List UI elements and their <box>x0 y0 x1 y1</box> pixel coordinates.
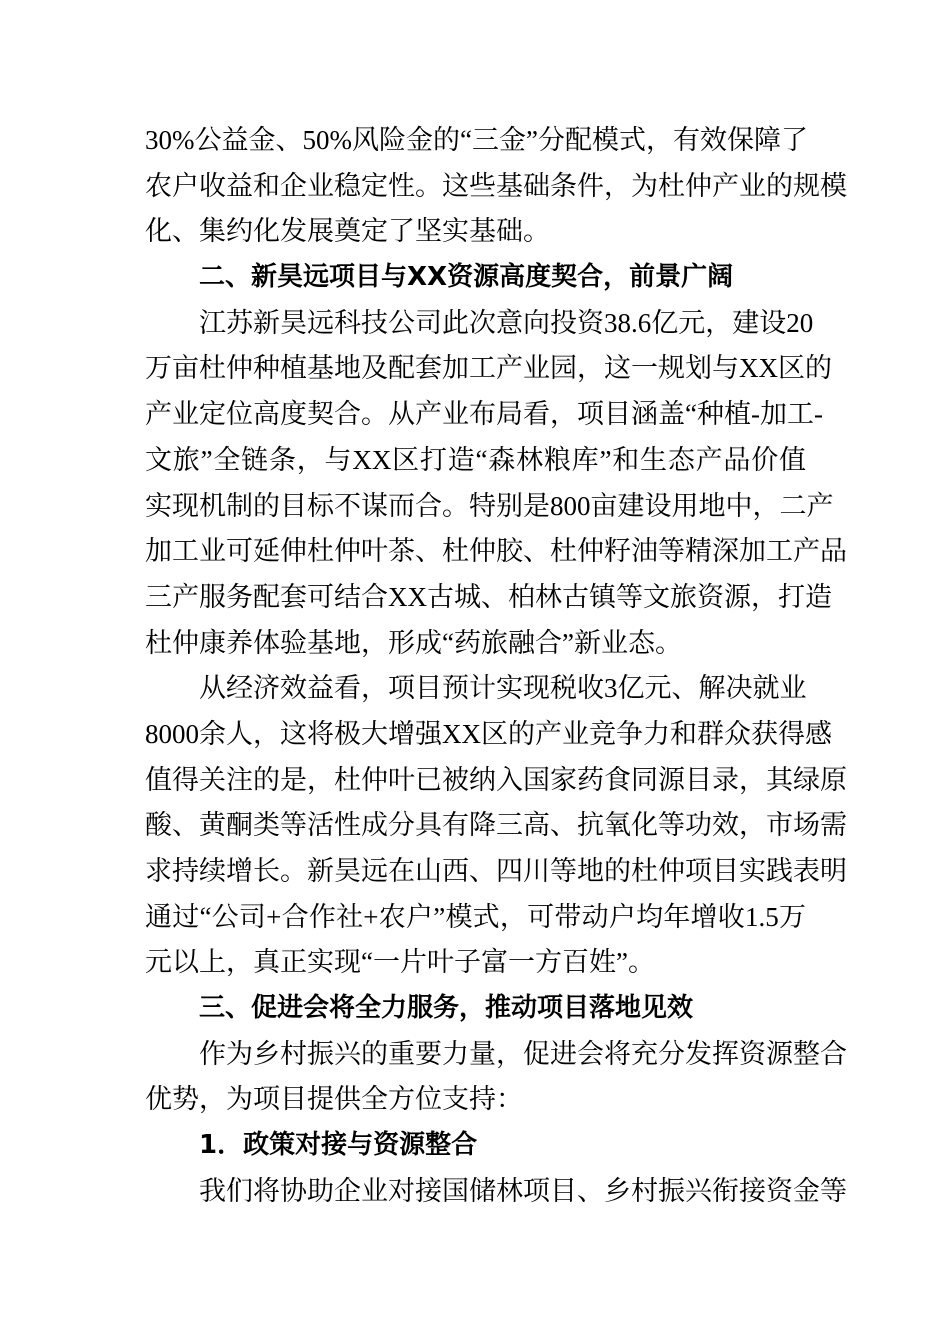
paragraph-line: 文旅”全链条，与XX区打造“森林粮库”和生态产品价值 <box>145 444 806 475</box>
paragraph-line: 农户收益和企业稳定性。这些基础条件，为杜仲产业的规模 <box>145 170 847 201</box>
paragraph-line: 从经济效益看，项目预计实现税收3亿元、解决就业 <box>199 673 807 704</box>
paragraph-line: 求持续增长。新昊远在山西、四川等地的杜仲项目实践表明 <box>145 856 847 886</box>
paragraph-line: 三产服务配套可结合XX古城、柏林古镇等文旅资源，打造 <box>145 581 832 612</box>
section-heading: 二、新昊远项目与XX资源高度契合，前景广阔 <box>199 262 734 293</box>
paragraph-line: 杜仲康养体验基地，形成“药旅融合”新业态。 <box>145 627 682 658</box>
paragraph-line: 元以上，真正实现“一片叶子富一方百姓”。 <box>145 947 655 978</box>
paragraph-line: 酸、黄酮类等活性成分具有降三高、抗氧化等功效，市场需 <box>145 810 847 841</box>
paragraph-line: 实现机制的目标不谋而合。特别是800亩建设用地中，二产 <box>145 490 834 521</box>
paragraph-line: 作为乡村振兴的重要力量，促进会将充分发挥资源整合 <box>199 1038 847 1069</box>
paragraph-line: 产业定位高度契合。从产业布局看，项目涵盖“种植-加工- <box>145 399 823 430</box>
paragraph-line: 我们将协助企业对接国储林项目、乡村振兴衔接资金等 <box>199 1175 847 1206</box>
paragraph-line: 万亩杜仲种植基地及配套加工产业园，这一规划与XX区的 <box>145 353 832 384</box>
section-heading: 1．政策对接与资源整合 <box>199 1130 478 1161</box>
paragraph-line: 30%公益金、50%风险金的“三金”分配模式，有效保障了 <box>145 125 808 155</box>
section-heading: 三、促进会将全力服务，推动项目落地见效 <box>199 993 694 1024</box>
paragraph-line: 加工业可延伸杜仲叶茶、杜仲胶、杜仲籽油等精深加工产品 <box>145 536 847 567</box>
paragraph-line: 通过“公司+合作社+农户”模式，可带动户均年增收1.5万 <box>145 901 806 932</box>
paragraph-line: 值得关注的是，杜仲叶已被纳入国家药食同源目录，其绿原 <box>145 764 847 795</box>
paragraph-line: 江苏新昊远科技公司此次意向投资38.6亿元，建设20 <box>199 307 814 338</box>
paragraph-line: 化、集约化发展奠定了坚实基础。 <box>145 216 550 247</box>
paragraph-line: 优势，为项目提供全方位支持： <box>145 1084 523 1115</box>
paragraph-line: 8000余人，这将极大增强XX区的产业竞争力和群众获得感 <box>145 718 832 749</box>
document-page <box>145 118 847 1215</box>
